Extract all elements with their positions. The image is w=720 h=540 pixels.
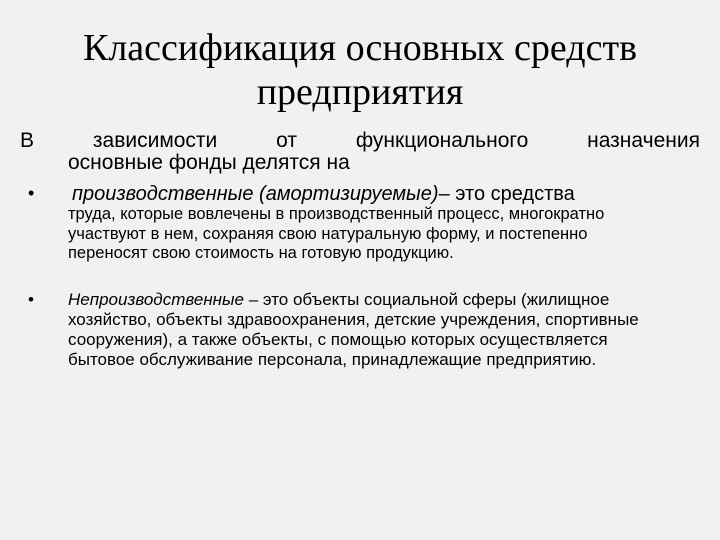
bullet-marker: • bbox=[28, 183, 35, 203]
intro-line-2: основные фонды делятся на bbox=[68, 151, 350, 174]
slide-title bbox=[60, 26, 660, 114]
bullet-lead: – это средства bbox=[438, 183, 575, 205]
title-line-1: Классификация основных средств bbox=[82, 27, 638, 69]
bullet-item-nonproductive bbox=[20, 290, 670, 370]
bullet-text: труда, которые вовлечены в производственный процесс, многократно участвуют в нем, сохраняя свою натуральную форму, и постепенно переносят свою стоимость на готовую продукцию. bbox=[68, 205, 605, 262]
intro-line-1 bbox=[20, 130, 700, 152]
bullet-marker: • bbox=[28, 290, 34, 309]
intro-word: функционального bbox=[355, 129, 529, 152]
intro-word: от bbox=[276, 129, 297, 152]
bullet-first-line bbox=[20, 183, 670, 205]
intro-word: зависимости bbox=[92, 129, 218, 152]
bullet-text bbox=[20, 290, 670, 370]
intro-paragraph bbox=[20, 130, 700, 174]
bullet-term: Непроизводственные bbox=[68, 290, 244, 309]
bullet-term: производственные (амортизируемые) bbox=[72, 183, 439, 205]
intro-word: назначения bbox=[587, 129, 700, 152]
title-line-2: предприятия bbox=[256, 71, 464, 113]
intro-word: В bbox=[20, 129, 35, 152]
bullet-item-productive bbox=[20, 183, 670, 264]
bullet-rest: – это объекты социальной сферы (жилищное хозяйство, объекты здравоохранения, детские учреждения, спортивные сооружения), а также объекты, с помощью которых осуществляется бытовое обслуживание персонала, принадлежащие предприятию. bbox=[68, 290, 639, 369]
